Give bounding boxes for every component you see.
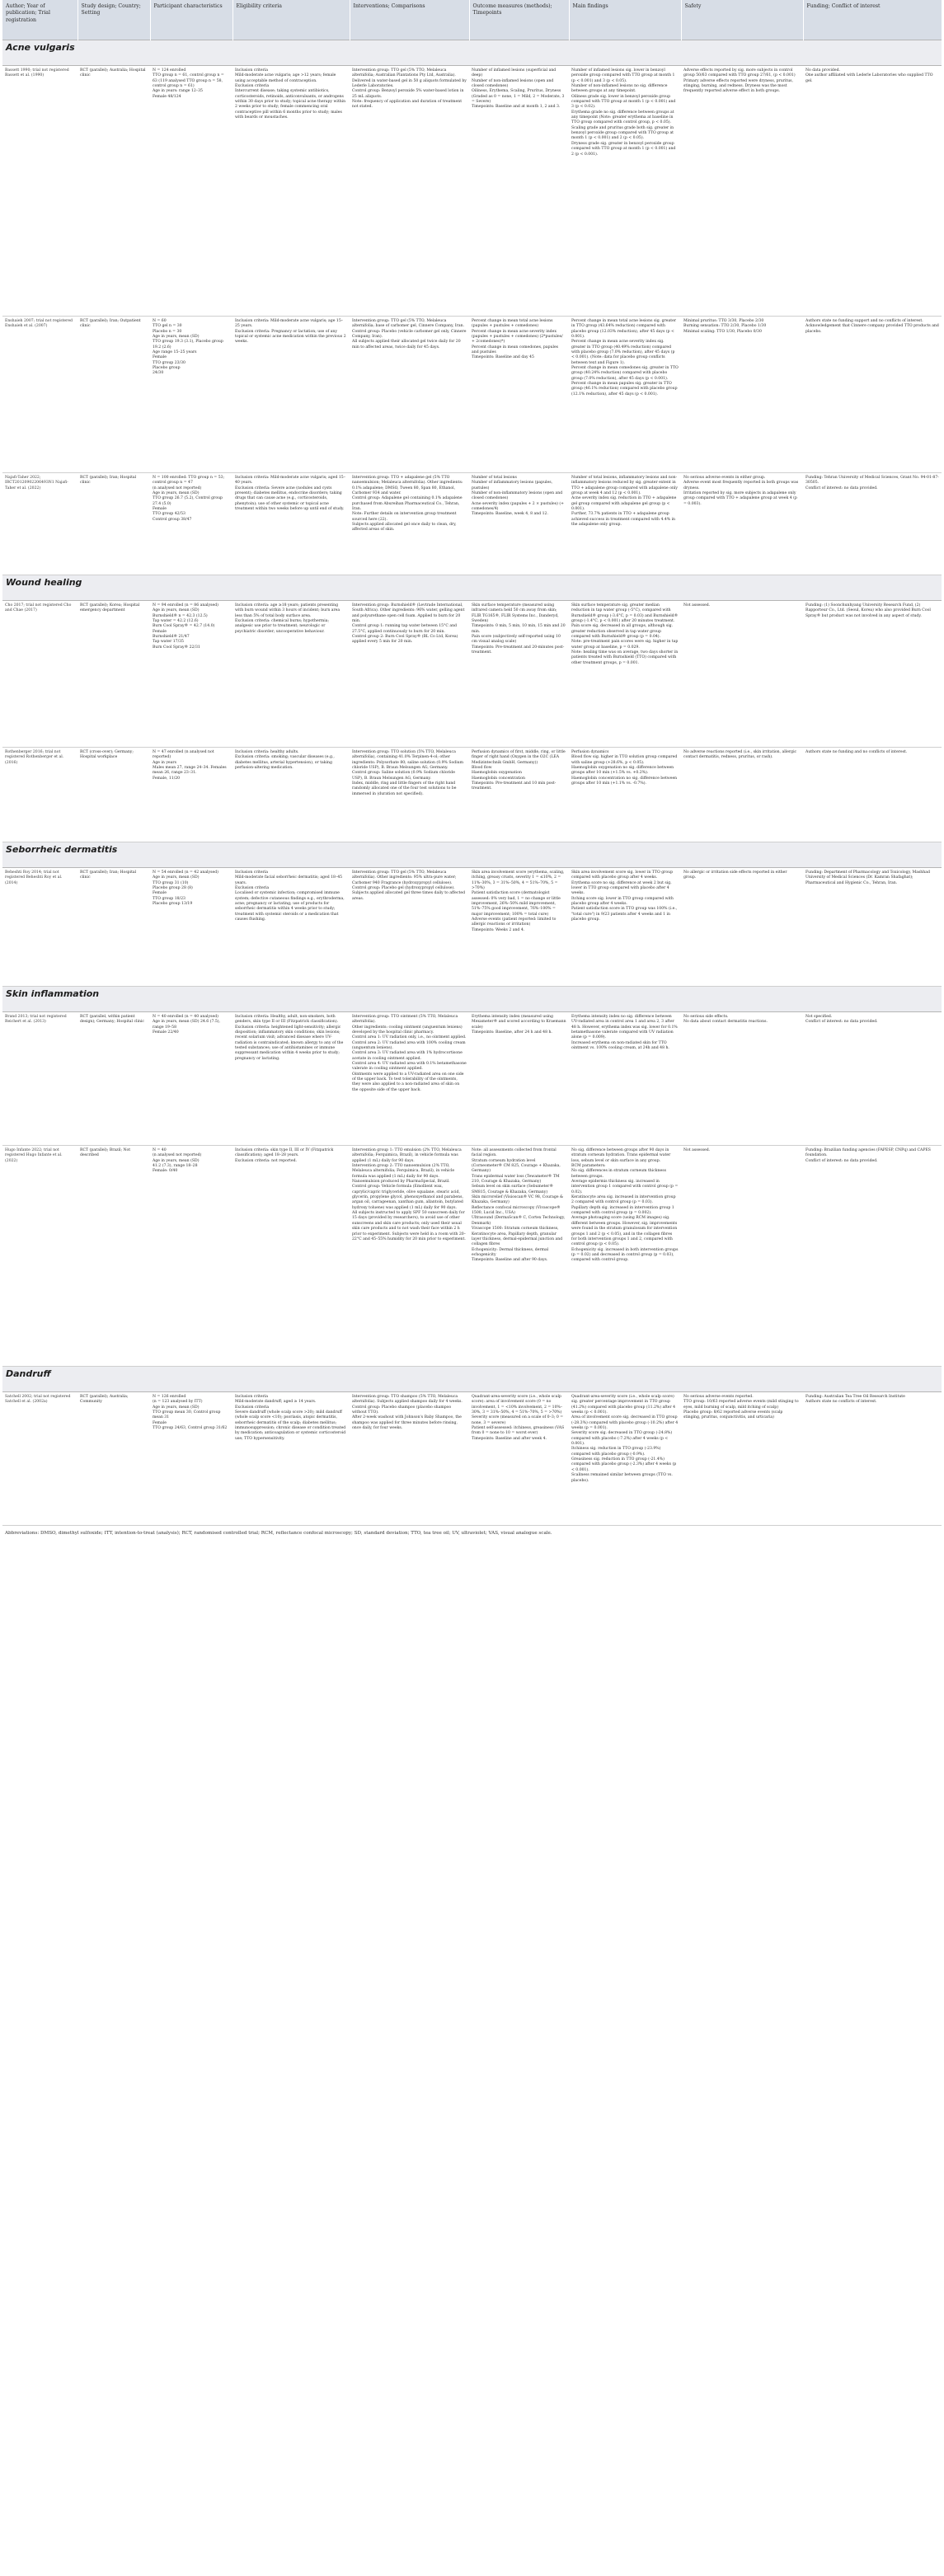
cell-safety	[681, 66, 803, 317]
cell-text: Perfusion dynamics Blood flow sig. higher in TTO solution group compared with saline group (+28.6%, p < 0.05). Haemoglobin oxygenation no sig. difference between groups after 10 min (+1.5% vs. +0.2%). Haemoglobin concentration no sig. difference between groups after 10 min (+1.1% vs. -0.7%).	[571, 750, 678, 786]
cell-text: No adverse reactions reported (i.e., skin irritation, allergic contact dermatitis, redness, pruritus, or rash).	[683, 750, 797, 760]
cell-text: Authors state no funding support and no conflicts of interest. Acknowledgement that Cinnere company provided TTO products and placebo.	[805, 319, 939, 334]
cell-text: Percent change in mean total acne lesions (papules + pustules + comedones) Percent change in mean acne severity index (papules + pustules + comedones) (2*pustules/ + 2comedones)*) Percent change in mean comedones, papules and pustules Timepoints: Baseline and day 45	[472, 319, 563, 360]
cell-text: N = 94 enrolled (n = 86 analysed) Age in years, mean (SD) Burnshield® n = 42.3 (12.5) Tap water = 42.2 (12.6) Burn Cool Spray® = 42.7 (14.0) Female Burnshield® 21/47 Tap water 17/35 Burn Cool Spray® 22/31	[153, 603, 218, 650]
cell-safety	[681, 1012, 803, 1146]
cell-eligibility	[232, 317, 350, 473]
cell-findings	[569, 317, 681, 473]
cell-outcomes	[469, 601, 569, 748]
cell-funding	[803, 1012, 942, 1146]
cell-text: Intervention group: TTO ointment (5% TTO, Melaleuca alternifolia). Other ingredients: cooling ointment (unguentum leniens) developed by the hospital clinic pharmacy. Control area 1: UV radiation only, i.e., no ointment applied. Control area 2: UV radiated area with 100% cooling cream (unguentum leniens). Control area 3: UV radiated area with 1% hydrocortisone acetate in cooling ointment applied. Control area 4: UV radiated area with 0.1% betamethasone valerate in cooling ointment applied. Ointments were applied to a UV-radiated area on one side of the upper back. To test tolerability of the ointments, they were also applied to a non-radiated area of skin on the opposite side of the upper back.	[352, 1015, 467, 1092]
cell-text: Funding: Department of Pharmacology and Toxicology, Mashhad University of Medical Sciences (Dr. Kamran Shafaghat); Pharmaceutical and Hygienic Co., Tehran, Iran.	[805, 870, 930, 885]
cell-outcomes	[469, 473, 569, 575]
cell-interventions	[350, 748, 469, 842]
cell-interventions	[350, 473, 469, 575]
cell-text: Bassett 1990; trial not registered Bassett et al. (1990)	[5, 68, 69, 78]
cell-eligibility	[232, 1392, 350, 1526]
header-design: Study design; Country; Setting	[77, 0, 150, 40]
cell-text: Funding: Brazilian funding agencies (FAPESP, CNPq) and CAPES foundation. Conflict of interest: no data provided.	[805, 1148, 931, 1163]
cell-design	[77, 1012, 150, 1146]
cell-text: N = 100 enrolled: TTO group n = 53; control group n = 47 (n analysed not reported) Age in years, mean (SD) TTO group 26.7 (5.2), Control group 27.4 (5.0) Female TTO group 42/53 Control group 38/47	[153, 476, 225, 522]
cell-participants	[150, 748, 232, 842]
cell-text: No data provided. One author affiliated with Lederle Laboratories who supplied TTO gel.	[805, 68, 933, 83]
cell-text: Skin area involvement score (erythema, scaling, itching, greasy crusts, severity 1 = ≤10%, 2 = 11%–30%, 3 = 31%–50%, 4 = 51%–70%, 5 = >70%) Patient satisfaction score (dermatologist assessed: 0% very bad, 1 = no change or little improvement, 26%–50% mild improvement, 51%–75% good improvement, 76%–100% = major improvement; 100% = total cure) Adverse events (patient reported: limited to allergic reactions or irritation) Timepoints: Weeks 2 and 4.	[472, 870, 565, 932]
cell-text: Intervention group: Burnshield® (Levtrade International, South Africa). Other ingredients: 96% water, gelling agent and polyurethane open cell foam. Applied to burn for 20 min. Control group 1: running tap water between 15°C and 27.5°C, applied continuously to burn for 20 min. Control group 2: Burn Cool Spray® (BL Co Ltd, Korea) applied every 5 min for 20 min.	[352, 603, 465, 645]
header-interventions: Interventions; Comparisons	[350, 0, 469, 40]
cell-text: Intervention group: TTO gel (5% TTO, Melaleuca alternifolia). Other ingredients: 95% ultra-pure water; Carbomer 940 Fragrance (hydroxypropyl cellulose). Control group: Placebo gel (hydroxypropyl cellulose). Subjects applied allocated gel three times daily to affected areas.	[352, 870, 466, 901]
cell-text: Number of inflamed lesions (superficial and deep) Number of non-inflamed lesions (open and closed comedones) Oiliness, Erythema, Scaling, Pruritus, Dryness (Graded as 0 = none, 1 = Mild, 2 = Moderate, 3 = Severe) Timepoints: Baseline and at month 1, 2 and 3.	[472, 68, 565, 110]
section-header	[2, 987, 942, 1012]
cell-funding	[803, 868, 942, 987]
cell-text: Number of total lesions, inflammatory lesions and non-inflammatory lesions reduced by sig. greater extent in TTO + adapalene group compared with adapalene only group at week 4 and 12 (p < 0.001). Acne severity index sig. reduction in TTO + adapalene gel group compared with adapalene gel group (p < 0.001). Further, 73.7% patients in TTO + adapalene group achieved success in treatment compared with 4.4% in the adapalene only group.	[571, 476, 678, 528]
cell-text: N = 124 enrolled TTO group n = 61, control group n = 63 (119 analysed TTO group n = 58, control group n = 61) Age in years: range 12–35 Female 48/124	[153, 68, 224, 99]
section-title: Seborrheic dermatitis	[2, 842, 942, 868]
cell-participants	[150, 1012, 232, 1146]
cell-text: Not specified. Conflict of interest: no data provided.	[805, 1015, 878, 1025]
cell-author	[2, 1012, 77, 1146]
cell-text: N = 54 enrolled (n = 42 analysed) Age in years, mean (SD) TTO group 31 (10) Placebo group 28 (8) Female TTO group 18/23 Placebo group 13/19	[153, 870, 218, 907]
cell-findings	[569, 473, 681, 575]
table-row	[2, 1146, 942, 1367]
cell-outcomes	[469, 1392, 569, 1526]
cell-findings	[569, 66, 681, 317]
cell-eligibility	[232, 473, 350, 575]
cell-safety	[681, 317, 803, 473]
header-outcomes: Outcome measures (methods); Timepoints	[469, 0, 569, 40]
table-row	[2, 868, 942, 987]
cell-findings	[569, 1146, 681, 1367]
cell-design	[77, 66, 150, 317]
cell-design	[77, 1146, 150, 1367]
cell-author	[2, 748, 77, 842]
table-row	[2, 473, 942, 575]
cell-interventions	[350, 1146, 469, 1367]
cell-design	[77, 1392, 150, 1526]
cell-text: No sig. difference between groups after 90 days in stratum corneum hydration. Trans epidermal water loss, sebum level or skin surface in any group. BCM parameters: No sig. differences in stratum corneum thickness between groups. Average epidermis thickness sig. increased in intervention group 1 compared with control group (p = 0.02). Keratinocyte area sig. increased in intervention group 2 compared with control group (p = 0.03). Papillary depth sig. increased in intervention group 1 compared with control group (p = 0.002). Average photoaging score (using RCM images) sig. different between groups. However, sig. improvements were found in the stratum granulosum for intervention groups 1 and 2 (p < 0.05), and in the collagen fibres for both intervention groups 1 and 2, compared with control group (p < 0.05). Echogenicity sig. increased in both intervention groups (p = 0.02) and decreased in control group (p = 0.03), compared with control group.	[571, 1148, 679, 1263]
header-findings: Main findings	[569, 0, 681, 40]
table-row	[2, 1012, 942, 1146]
cell-text: N = 60 TTO gel n = 30 Placebo n = 30 Age in years, mean (SD) TTO group 19.3 (3.1), Placebo group 19.2 (2.6) Age range 15–25 years Female TTO group 23/30 Placebo group 24/30	[153, 319, 223, 376]
cell-eligibility	[232, 1012, 350, 1146]
table-row	[2, 601, 942, 748]
cell-text: Cho 2017; trial not registered Cho and Chae (2017)	[5, 603, 72, 613]
cell-text: Not assessed.	[683, 603, 711, 608]
cell-author	[2, 317, 77, 473]
cell-text: Inclusion criteria: Healthy, adult, non-smokers, both genders, skin type II or III (Fitzpatrick classification). Exclusion criteria: heightened light-sensitivity; allergic disposition; inflammatory skin conditions; skin lesions; recent solarium visit; advanced disease where UV-radiation is contraindicated; known allergy to any of the tested substances; use of antihistamines or immune suppressant medication within 4 weeks prior to study; pregnancy or lactating.	[235, 1015, 344, 1061]
section-title: Acne vulgaris	[2, 40, 942, 66]
cell-outcomes	[469, 748, 569, 842]
cell-safety	[681, 1146, 803, 1367]
page	[2, 0, 942, 1537]
cell-text: No serious adverse events in either group. Adverse event most frequently reported in both groups was dryness. Irritation reported by sig. more subjects in adapalene only group compared with TTO + adapalene group at week 4 (p = 0.003).	[683, 476, 799, 506]
cell-text: N = 47 enrolled (n analysed not reported) Age in years Males mean 27, range 24–34. Females mean 26, range 23–31. Female, 11/20	[153, 750, 227, 781]
cell-text: Intervention group 1: TTO emulsion (2% TTO, Melaleuca alternifolia; Ferquimica, Brazil), in vehicle formula was applied (1 mL) daily for 90 days. Intervention group 2: TTO nanoemulsion (2% TTO, Melaleuca alternifolia; Ferquimica, Brazil), in vehicle formula was applied (1 mL) daily for 90 days. Nanoemulsion produced by PharmaSpecial, Brazil. Control group: Vehicle formula (Emollient wax, caprylic/capric triglyceride, olive squalane, stearic acid, glycerin, propylene glycol, phenoxyethanol and parabens, argan oil, carrageenan, xanthan gum, allantoin, butylated hydroxy toluene) was applied (1 mL) daily for 90 days. All subjects instructed to apply SPF 50 sunscreen daily for 15 days (provided by researchers), to avoid use of other sunscreens and skin care products; only used their usual skin care products and to not wash their face within 2 h prior to experiment. Subjects were held in a room with 20–22°C and 45–55% humidity for 20 min prior to experiment.	[352, 1148, 466, 1241]
cell-text: Funding: Tehran University of Medical Sciences, Grant No. 94-01-87-30505. Conflict of interest: no data provided.	[805, 476, 939, 490]
cell-text: Intervention group: TTO solution (5% TTO, Melaleuca alternifolia), containing 41.0% Terpinen-4-ol; other ingredients: Polysorbate 80; saline solution (0.9% Sodium chloride USP), B. Braun Melsungen AG, Germany. Control group: Saline solution (0.9% Sodium chloride USP), B. Braun Melsungen AG, Germany. Index, middle, ring and little fingers of the right hand randomly allocated one of the four test solutions to be immersed in (duration not specified).	[352, 750, 463, 796]
cell-findings	[569, 748, 681, 842]
cell-text: RCT (parallel); Australia; Hospital clinic	[80, 68, 146, 78]
cell-text: Percent change in mean total acne lesions sig. greater in TTO group (43.64% reduction) compared with placebo group (12.03% reduction), after 45 days (p < 0.001). Percent change in mean acne severity index sig. greater in TTO group (40.49% reduction) compared with placebo group (7.0% reduction), after 45 days (p < 0.001). (Note: data for placebo group conflicts between text and Figure 1). Percent change in mean comedones sig. greater in TTO group (40.24% reduction) compared with placebo group (7.0% reduction), after 45 days (p < 0.001). Percent change in mean papules sig. greater in TTO group (46.1% reduction) compared with placebo group (12.1% reduction), after 45 days (p < 0.001).	[571, 319, 679, 396]
cell-eligibility	[232, 66, 350, 317]
section-header	[2, 842, 942, 868]
cell-interventions	[350, 66, 469, 317]
table-row	[2, 748, 942, 842]
cell-text: Najafi-Taher 2022; IRCT20120902206493N1 Najafi-Taher et al. (2022)	[5, 476, 68, 490]
cell-text: Erythema intensity index (measured using Mexameter® and scored according to Kraemann scale) Timepoints: Baseline, after 24 h and 48 h.	[472, 1015, 566, 1035]
cell-outcomes	[469, 317, 569, 473]
cell-eligibility	[232, 868, 350, 987]
cell-funding	[803, 748, 942, 842]
cell-participants	[150, 66, 232, 317]
cell-text: Skin surface temperature sig. greater median reduction in tap water group (-5°C), compared with Burnshield® group (-3.6°C, p = 0.03) and Burnshield® group (-1.4°C, p < 0.001) after 20 minutes treatment. Pain score sig. decreased in all groups, although sig. greater reduction observed in tap water group compared with Burnshield® group (p = 0.04). Note: pre-treatment pain scores were sig. higher in tap water group at baseline, p = 0.029. Note: healing time was on average, two days shorter in patients treated with Burnshield (TTO) compared with other treatment groups, p = 0.001.	[571, 603, 679, 665]
cell-text: Number of inflamed lesions sig. lower in benzoyl peroxide group compared with TTO group at month 1 (p < 0.001) and 3 (p < 0.05). Number of non-inflamed lesions no sig. difference between groups at any timepoint. Oiliness grade sig. lower in benzoyl peroxide group compared with TTO group at month 1 (p < 0.001) and 3 (p < 0.02). Erythema grade no sig. difference between groups at any timepoint (Note: greater erythema at baseline in TTO group compared with control group, p < 0.05). Scaling grade and pruritus grade both sig. greater in benzoyl peroxide group compared with TTO group at month 1 (p < 0.001) and 2 (p < 0.05). Dryness grade sig. greater in benzoyl peroxide group compared with TTO group at month 1 (p < 0.001) and 2 (p < 0.001).	[571, 68, 676, 157]
cell-text: Skin surface temperature (measured using infrared camera held 50 cm away from skin; FLIR TG165®, FLIR Systems Inc., Danderyd, Sweden) Timepoints: 0 min, 5 min, 10 min, 15 min and 20 min. Pain score (subjectively self-reported using 10 cm visual analog scale) Timepoints: Pre-treatment and 20-minutes post-treatment.	[472, 603, 566, 655]
cell-funding	[803, 1392, 942, 1526]
cell-text: Intervention group: TTO + adapalene gel (5% TTO nanoemulsion; Melaleuca alternifolia). Other ingredients: 0.1% adapalene; DMSO, Tween 80, Span 80, Ethanol, Carbomer 934 and water. Control group: Adapalene gel containing 0.1% adapalene purchased from Abureihan Pharmaceutical Co., Tehran, Iran. Note: Further details on intervention group treatment sourced here (22). Subjects applied allocated gel once daily to clean, dry, affected areas of skin.	[352, 476, 463, 533]
section-title: Skin inflammation	[2, 987, 942, 1012]
cell-design	[77, 748, 150, 842]
cell-text: RCT (parallel); Iran; Hospital clinic	[80, 476, 137, 486]
cell-interventions	[350, 317, 469, 473]
header-funding: Funding; Conflict of interest	[803, 0, 942, 40]
cell-author	[2, 1146, 77, 1367]
cell-funding	[803, 1146, 942, 1367]
cell-text: Quadrant-area-severity score (i.e., whole scalp score) sig. greater percentage improvement in TTO group (41.2%) compared with placebo group (11.2%) after 4 weeks (p < 0.001). Area of involvement score sig. decreased in TTO group (-28.3%) compared with placebo group (-10.2%) after 4 weeks (p = 0.001). Severity score sig. decreased in TTO group (-24.8%) compared with placebo (-7.2%) after 4 weeks (p < 0.001). Itchiness sig. reduction in TTO group (-23.9%) compared with placebo group (-0.9%). Greasiness sig. reduction in TTO group (-21.4%) compared with placebo group (-2.3%) after 4 weeks (p < 0.001). Scaliness remained similar between groups (TTO vs. placebo).	[571, 1395, 679, 1483]
cell-design	[77, 317, 150, 473]
cell-interventions	[350, 1012, 469, 1146]
cell-text: Quadrant-area-severity score (i.e., whole scalp score): area of involvement score (0 = no involvement, 1 = <10% involvement, 2 = 10%–30%, 3 = 31%–50%, 4 = 51%–70%, 5 = >70%) Severity score (measured on a scale of 0–3; 0 = none, 3 = severe) Patient self-assessed: itchiness, greasiness (VAS from 0 = none to 10 = worst ever) Timepoints: Baseline and after week 4.	[472, 1395, 565, 1441]
cell-author	[2, 1392, 77, 1526]
cell-text: RCT (parallel); Brazil; Not described	[80, 1148, 131, 1158]
cell-text: RCT (parallel, within patient design); Germany; Hospital clinic	[80, 1015, 144, 1025]
studies-table	[2, 0, 942, 1526]
cell-text: No serious adverse events reported. TTO group: 10/63 reported adverse events (mild stinging to eyes, mild burning of scalp, mild itching of scalp) Placebo group: 8/62 reported adverse events (scalp stinging, pruritus, conjunctivitis, and urticaria)	[683, 1395, 799, 1420]
cell-safety	[681, 473, 803, 575]
cell-text: Intervention group: TTO gel (5% TTO, Melaleuca alternifolia; Australian Plantations Pty Ltd, Australia). Delivered in water-based gel in 50 g aliquots formulated by Lederle Laboratories. Control group: Benzoyl peroxide 5% water-based lotion in 25 mL aliquots. Note: frequency of application and duration of treatment not stated.	[352, 68, 467, 110]
abbreviations-footnote: Abbreviations: DMSO, dimethyl sulfoxide; ITT, intention-to-treat (analysis); RCT, randomised controlled trial; RCM, reflectance confocal microscopy; SD, standard deviation; TTO, tea tree oil; UV, ultraviolet; VAS, visual analogue scale.	[5, 1531, 552, 1536]
cell-design	[77, 601, 150, 748]
cell-text: Not assessed.	[683, 1148, 711, 1152]
header-safety: Safety	[681, 0, 803, 40]
cell-outcomes	[469, 1012, 569, 1146]
cell-text: Beheshti Roy 2014; trial not registered Beheshti Roy et al. (2014)	[5, 870, 63, 885]
cell-safety	[681, 601, 803, 748]
cell-outcomes	[469, 66, 569, 317]
cell-text: Brand 2013; trial not registered Reichert et al. (2013)	[5, 1015, 67, 1025]
cell-text: No allergic or irritation side effects reported in either group.	[683, 870, 787, 880]
cell-eligibility	[232, 601, 350, 748]
section-header	[2, 40, 942, 66]
cell-safety	[681, 868, 803, 987]
section-header	[2, 1367, 942, 1392]
cell-interventions	[350, 1392, 469, 1526]
table-header-row	[2, 0, 942, 40]
table-row	[2, 317, 942, 473]
cell-eligibility	[232, 748, 350, 842]
cell-text: Perfusion dynamics of first, middle, ring, or little finger of right hand (Oxygen in the O2C (LEA Medizintechnik GmbH, Germany)) Blood flow Haemoglobin oxygenation Haemoglobin concentration Timepoints: Pre-treatment and 10 min post-treatment.	[472, 750, 566, 791]
cell-participants	[150, 1146, 232, 1367]
cell-text: N = 126 enrolled (n = 123 analysed by ITT) Age in years, mean (SD) TTO group mean 30, Control group mean 31 Female TTO group 24/63, Control group 31/62	[153, 1395, 228, 1431]
table-body	[2, 40, 942, 1526]
section-title: Dandruff	[2, 1367, 942, 1392]
cell-author	[2, 868, 77, 987]
cell-text: Inclusion criteria Mild-moderate acne vulgaris; age >12 years; female using acceptable method of contraception. Exclusion criteria Intercurrent disease; taking systemic antibiotics, corticosteroids, retinoids, anticonvulsants, or androgens within 30 days prior to study; topical acne therapy within 2 weeks prior to study; female commencing oral contraceptive pill within 6 months prior to study; males with beards or moustaches.	[235, 68, 346, 120]
cell-text: RCT (parallel); Iran; Hospital clinic	[80, 870, 137, 880]
cell-funding	[803, 473, 942, 575]
cell-text: Funding: (1) Soonchunhyang University Research Fund, (2) Rapporteur Co., Ltd. (Seoul, Korea) who also provided Burn Cool Spray® but product was not involved in any aspect of study.	[805, 603, 931, 618]
cell-eligibility	[232, 1146, 350, 1367]
cell-text: Inclusion criteria: Mild-moderate acne vulgaris; aged 15–40 years. Exclusion criteria: Severe acne (nodules and cysts present); diabetes mellitus, endocrine disorders; taking drugs that can cause acne (e.g., corticosteroids, phenytoin); use of other systemic or topical acne treatment within two weeks before up until end of study.	[235, 476, 345, 512]
cell-text: RCT (parallel); Australia; Community	[80, 1395, 129, 1405]
cell-design	[77, 868, 150, 987]
cell-findings	[569, 1392, 681, 1526]
cell-funding	[803, 601, 942, 748]
cell-text: N = 40 (n analysed not reported) Age in years, mean (SD) 41.2 (7.3), range 18–28 Female: 0/40	[153, 1148, 202, 1174]
header-eligibility: Eligibility criteria	[232, 0, 350, 40]
cell-text: No serious side effects. No data about contact dermatitis reactions.	[683, 1015, 768, 1025]
section-title: Wound healing	[2, 575, 942, 601]
cell-interventions	[350, 601, 469, 748]
cell-findings	[569, 868, 681, 987]
cell-text: Skin area involvement score sig. lower in TTO group compared with placebo group after 4 weeks. Erythema score no sig. difference at week 2 but sig. lower in TTO group compared with placebo after 4 weeks. Itching score sig. lower in TTO group compared with placebo group after 4 weeks. Patient satisfaction score in TTO group was 100% (i.e., "total cure") in 9/23 patients after 4 weeks and 1 in placebo group.	[571, 870, 678, 922]
cell-text: Funding: Australian Tea Tree Oil Research Institute Authors state no conflicts of interest.	[805, 1395, 905, 1405]
cell-text: Intervention group: TTO gel (5% TTO, Melaleuca alternifolia; base of carbomer gel, Cinnere Company, Iran. Control group: Placebo (vehicle carbomer gel only, Cinnere Company, Iran). All subjects applied their allocated gel twice daily for 20 min to affected areas, twice daily for 45 days.	[352, 319, 467, 350]
cell-safety	[681, 1392, 803, 1526]
cell-funding	[803, 66, 942, 317]
cell-funding	[803, 317, 942, 473]
section-header	[2, 575, 942, 601]
cell-findings	[569, 1012, 681, 1146]
cell-author	[2, 473, 77, 575]
cell-text: Erythema intensity index no sig. difference between UV-radiated area in control area 1 and area 2, 3 after 48 h. However, erythema index was sig. lower for 0.1% betamethasone valerate compared with UV radiation alone (p = 0.009). Increased erythema on non-radiated skin for TTO ointment vs. 100% cooling cream, at 24h and 48 h.	[571, 1015, 678, 1051]
cell-text: Enshaieh 2007; trial not registered Enshaieh et al. (2007)	[5, 319, 73, 329]
cell-findings	[569, 601, 681, 748]
cell-outcomes	[469, 868, 569, 987]
cell-participants	[150, 317, 232, 473]
cell-text: RCT (parallel); Iran; Outpatient clinic	[80, 319, 141, 329]
header-author: Author; Year of publication; Trial registration	[2, 0, 77, 40]
cell-text: Authors state no funding and no conflicts of interest.	[805, 750, 908, 754]
cell-safety	[681, 748, 803, 842]
cell-author	[2, 66, 77, 317]
cell-text: Minimal pruritus: TTO 3/30, Placebo 2/30 Burning sensation: TTO 2/30, Placebo 1/30 Minimal scaling: TTO 1/30, Placebo 0/30	[683, 319, 767, 334]
cell-text: Intervention group: TTO shampoo (5% TTO, Melaleuca alternifolia). Subjects applied shampoo daily for 4 weeks. Control group: Placebo shampoo (placebo shampoo without TTO). After 2-week washout with Johnson's Baby Shampoo, the shampoo was applied for three minutes before rinsing, once daily, for four weeks.	[352, 1395, 463, 1431]
cell-text: RCT (parallel); Korea; Hospital emergency department	[80, 603, 140, 613]
cell-participants	[150, 473, 232, 575]
cell-text: Adverse effects reported by sig. more subjects in control group 50/63 compared with TTO group 27/61, (p < 0.001) Primary adverse effects reported were dryness, pruritus, stinging, burning, and redness. Dryness was the most frequently reported adverse effect in both groups.	[683, 68, 796, 94]
cell-design	[77, 473, 150, 575]
cell-author	[2, 601, 77, 748]
cell-text: Inclusion criteria: age ≥18 years; patients presenting with burn wound within 3 hours of incident; burn area less than 5% of total body surface area. Exclusion criteria: chemical burns; hypothermia; analgesic use prior to treatment; neurologic or psychiatric disorder; uncooperative behaviour.	[235, 603, 340, 634]
cell-participants	[150, 1392, 232, 1526]
cell-text: RCT (cross-over); Germany; Hospital workplace	[80, 750, 134, 760]
cell-text: Inclusion criteria: skin type II, III or IV (Fitzpatrick classification); aged 18–28 years. Exclusion criteria: not reported.	[235, 1148, 334, 1163]
cell-participants	[150, 868, 232, 987]
cell-text: Inclusion criteria Mild-moderate facial seborrheic dermatitis; aged 18–45 years. Exclusion criteria Localised or systemic infection; compromised immune system; defective cutaneous findings e.g., erythroderma, acne; pregnancy or lactating; use of products for seborrheic dermatitis within 4 weeks prior to study; treatment with systemic steroids or a medication that causes flushing.	[235, 870, 345, 922]
cell-text: Inclusion criteria: Mild-moderate acne vulgaris; age 15–25 years. Exclusion criteria: Pregnancy or lactation; use of any topical or systemic acne medication within the previous 2 weeks.	[235, 319, 346, 345]
cell-text: Number of total lesions Number of inflammatory lesions (papules, pustules) Number of non-inflammatory lesions (open and closed comedones) Acne severity index (papules + 2 × pustules) (+ comedones/4) Timepoints: Baseline, week 4, 8 and 12.	[472, 476, 564, 517]
cell-text: Hugo Infante 2022; trial not registered Hugo Infante et al. (2022)	[5, 1148, 63, 1163]
cell-participants	[150, 601, 232, 748]
cell-text: Rothenberger 2016; trial not registered Rothenberger et al. (2016)	[5, 750, 64, 765]
cell-text: Note: all assessments collected from frontal facial region. Stratum corneum hydration level (Corneometer® CM 825, Courage + Khazaka, Germany) Trans epidermal water loss (Tewameter® TM 210, Courage & Khazaka, Germany) Sebum level on skin surface (Sebumeter® SM815, Courage & Khazaka, Germany) Skin microrelief (Visioscan® VC 98, Courage & Khazaka, Germany) Reflectance confocal microscopy (Vivascope® 1500, Lucid Inc., USA) Ultrasound (DermaScan® C, Cortex Technology, Denmark) Vivascope 1500: Stratum corneum thickness, Keratinocyte area, Papillary depth, granular layer thickness, dermal-epidermal junction and collagen fibres Echogenicity: Dermal thickness, dermal echogenicity Timepoints: Baseline and after 90 days.	[472, 1148, 566, 1263]
cell-interventions	[350, 868, 469, 987]
table-row	[2, 1392, 942, 1526]
cell-text: Satchell 2002; trial not registered Satchell et al. (2002a)	[5, 1395, 71, 1405]
cell-text: Inclusion criteria: healthy adults. Exclusion criteria: smoking; vascular diseases (e.g., diabetes mellitus, arterial hypertension), or taking perfusion-altering medication.	[235, 750, 335, 771]
cell-text: Inclusion criteria Mild-moderate dandruff; aged ≥ 14 years. Exclusion criteria Severe dandruff (whole scalp score >20); mild dandruff (whole scalp score <10); psoriasis, atopic dermatitis, seborrheic dermatitis of the scalp; diabetes mellitus; immunosuppression; chronic disease or condition treated by medication; anticoagulation or systemic corticosteroid use; TTO hypersensitivity.	[235, 1395, 346, 1441]
cell-outcomes	[469, 1146, 569, 1367]
header-participants: Participant characteristics	[150, 0, 232, 40]
table-row	[2, 66, 942, 317]
cell-text: N = 40 enrolled (n = 40 analysed) Age in years, mean (SD) 24.6 (7.5), range 19–58 Female 22/40	[153, 1015, 220, 1035]
